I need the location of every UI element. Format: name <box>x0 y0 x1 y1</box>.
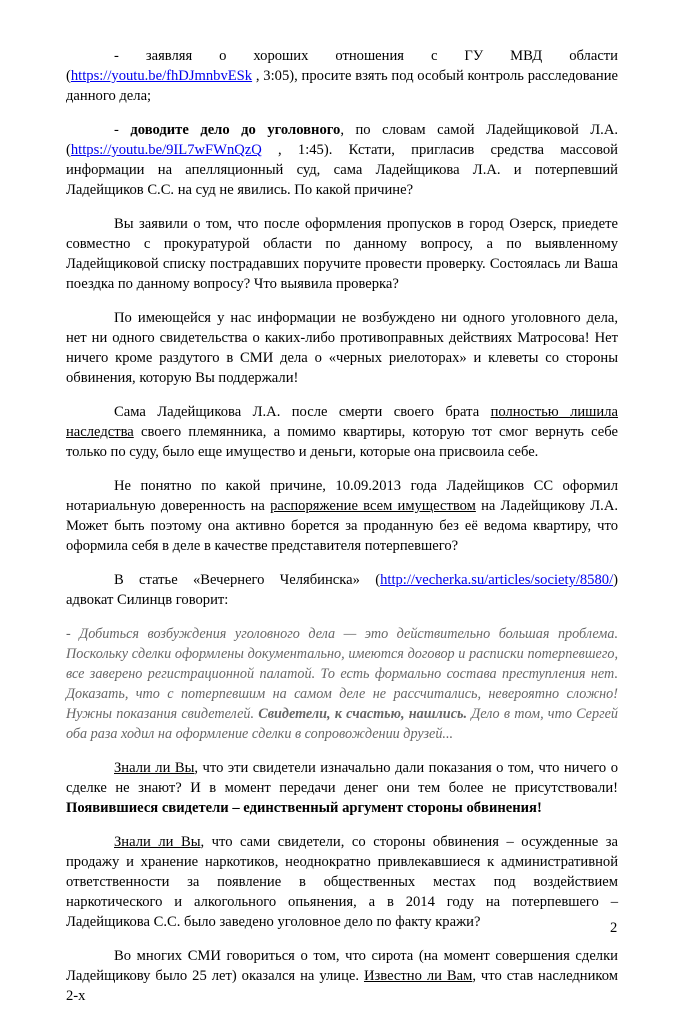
youtube-link-2[interactable]: https://youtu.be/9IL7wFWnQzQ <box>70 142 262 158</box>
text: , что став наследником 2-х <box>66 968 619 1004</box>
youtube-link-1[interactable]: https://youtu.be/fhDJmnbvESk <box>70 68 253 84</box>
quote-bold-text: Свидетели, к счастью, нашлись. <box>258 706 468 722</box>
paragraph-6 <box>66 476 618 556</box>
text: Не понятно по какой причине, 10.09.2013 года Ладейщиков СС оформил нотариальную доверенность на <box>66 478 618 514</box>
paragraph-8 <box>66 758 618 818</box>
paragraph-10 <box>66 946 618 1006</box>
text: , что эти свидетели изначально дали показания о том, что ничего о сделке не знают? И в момент передачи денег они тем более не присутствовали! <box>66 760 618 796</box>
bold-text: Появившиеся свидетели – единственный аргумент стороны обвинения! <box>66 800 542 816</box>
underlined-text: Знали ли Вы <box>114 834 201 850</box>
underlined-text: Знали ли Вы <box>114 760 195 776</box>
text: ) адвокат Силинцв говорит: <box>66 572 618 608</box>
text: , 1:45). Кстати, пригласив средства массовой информации на апелляционный суд, сама Ладейщикова Л.А. и потерпевший Ладейщиков С.С. на суд не явились. По какой причине? <box>66 142 618 198</box>
paragraph-1 <box>66 46 618 106</box>
bold-text: доводите дело до уголовного <box>130 122 341 138</box>
text: , что сами свидетели, со стороны обвинения – осужденные за продажу и хранение наркотиков, неоднократно привлекавшиеся к административной ответственности за появление в общественных местах под воздействием наркотического и алкогольного опьянения, а в 2014 году на потерпевшего – Ладейщикова С.С. было заведено уголовное дело по факту кражи? <box>66 834 618 930</box>
paragraph-5 <box>66 402 618 462</box>
text: на Ладейщикову Л.А. Может быть поэтому она активно борется за проданную без её ведома квартиру, что оформила себя в деле в качестве представителя потерпевшего? <box>66 498 619 554</box>
text: , 3:05), просите взять под особый контроль расследование данного дела; <box>66 68 618 104</box>
paragraph-9 <box>66 832 618 932</box>
text: В статье «Вечернего Челябинска» ( <box>114 572 381 588</box>
paragraph-7 <box>66 570 618 610</box>
paragraph-3: Вы заявили о том, что после оформления пропусков в город Озерск, приедете совместно с прокуратурой области по данному вопросу, а по выявленному Ладейщиковой списку пострадавших поручите провести проверку. Состоялась ли Ваша поездка по данному вопросу? Что выявила проверка? <box>66 216 618 292</box>
text: , по словам самой Ладейщиковой Л.А. ( <box>66 122 619 158</box>
paragraph-4: По имеющейся у нас информации не возбуждено ни одного уголовного дела, нет ни одного свидетельства о каких-либо противоправных действиях Матросова! Нет ничего кроме раздутого в СМИ дела о «черных риелоторах» и клеветы со стороны обвинения, которую Вы поддержали! <box>66 310 618 386</box>
quote-text: - Добиться возбуждения уголовного дела — это действительно большая проблема. Поскольку сделки оформлены документально, имеются договор и расписки потерпевшего, все заверено регистрационной палатой. То есть формально состава преступления нет. Доказать, что с потерпевшим на самом деле не рассчитались, невероятно сложно! Нужны показания свидетелей. <box>66 626 618 722</box>
underlined-text: распоряжение всем имуществом <box>270 498 476 514</box>
page-body <box>66 46 618 1020</box>
underlined-text: полностью лишила наследства <box>66 404 618 440</box>
text: своего племянника, а помимо квартиры, которую тот смог вернуть себе только по суду, было еще имущество и деньги, которые она присвоила себе. <box>66 424 618 460</box>
text: - заявляя о хороших отношения с ГУ МВД области ( <box>66 48 618 84</box>
quote-text: Дело в том, что Сергей оба раза ходил на оформление сделки в сопровождении друзей... <box>66 706 618 742</box>
text: Во многих СМИ говориться о том, что сирота (на момент совершения сделки Ладейщикову было 25 лет) оказался на улице. <box>66 948 618 984</box>
paragraph-2 <box>66 120 618 200</box>
underlined-text: Известно ли Вам <box>363 968 473 984</box>
page-number: 2 <box>610 920 618 936</box>
quote-paragraph <box>66 624 618 744</box>
article-link[interactable]: http://vecherka.su/articles/society/8580/ <box>380 572 614 588</box>
text: - <box>114 122 131 138</box>
text: Сама Ладейщикова Л.А. после смерти своего брата <box>114 404 491 420</box>
